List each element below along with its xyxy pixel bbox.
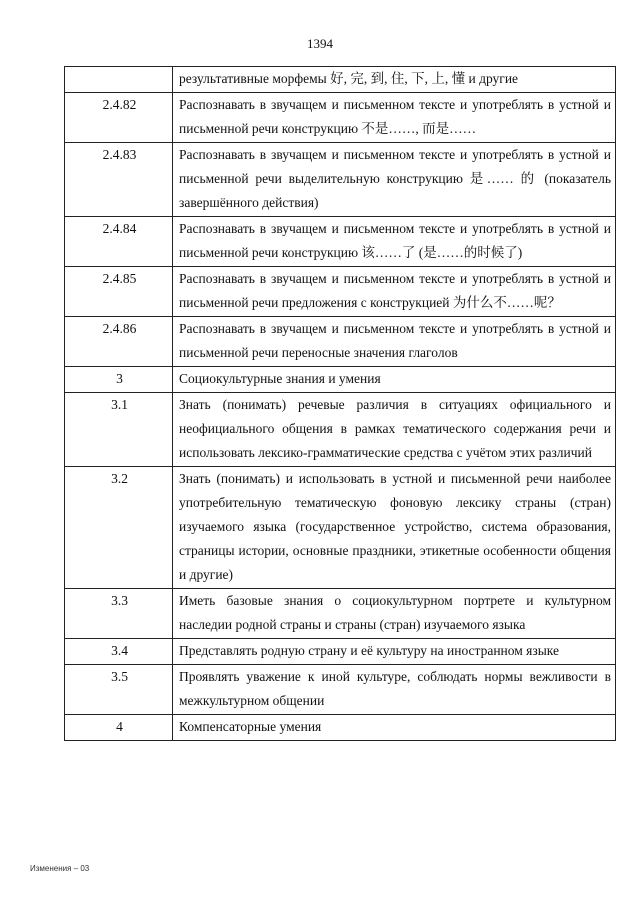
table-row: [65, 589, 616, 639]
table-row: [65, 367, 616, 393]
table-row: [65, 639, 616, 665]
row-number: [65, 67, 173, 93]
row-text: результативные морфемы 好, 完, 到, 住, 下, 上, 懂 и другие: [173, 67, 616, 93]
table-row: [65, 715, 616, 741]
row-number: 3.4: [65, 639, 173, 665]
table-row: [65, 393, 616, 467]
row-text: Компенсаторные умения: [173, 715, 616, 741]
row-text: Социокультурные знания и умения: [173, 367, 616, 393]
table-row: [65, 143, 616, 217]
row-number: 3.3: [65, 589, 173, 639]
table-row: [65, 467, 616, 589]
row-text: Распознавать в звучащем и письменном тексте и употреблять в устной и письменной речи выделительную конструкцию 是…… 的 (показатель завершённого действия): [173, 143, 616, 217]
row-number: 3: [65, 367, 173, 393]
row-text: Распознавать в звучащем и письменном тексте и употреблять в устной и письменной речи переносные значения глаголов: [173, 317, 616, 367]
table-row: [65, 93, 616, 143]
row-number: 3.5: [65, 665, 173, 715]
row-text: Распознавать в звучащем и письменном тексте и употреблять в устной и письменной речи конструкцию 不是……, 而是……: [173, 93, 616, 143]
row-text: Знать (понимать) речевые различия в ситуациях официального и неофициального общения в рамках тематического содержания речи и использовать лексико-грамматические средства с учётом этих различий: [173, 393, 616, 467]
table-row: [65, 317, 616, 367]
row-text: Представлять родную страну и её культуру на иностранном языке: [173, 639, 616, 665]
content-table: [64, 66, 616, 741]
table-row: [65, 267, 616, 317]
page-number: 1394: [307, 36, 333, 51]
row-number: 2.4.82: [65, 93, 173, 143]
row-number: 4: [65, 715, 173, 741]
table-row: [65, 67, 616, 93]
row-number: 3.2: [65, 467, 173, 589]
row-number: 3.1: [65, 393, 173, 467]
row-text: Знать (понимать) и использовать в устной и письменной речи наиболее употребительную тематическую фоновую лексику страны (стран) изучаемого языка (государственное устройство, система образования, страницы истории, основные праздники, этикетные особенности общения и другие): [173, 467, 616, 589]
row-text: Проявлять уважение к иной культуре, соблюдать нормы вежливости в межкультурном общении: [173, 665, 616, 715]
row-number: 2.4.86: [65, 317, 173, 367]
row-text: Распознавать в звучащем и письменном тексте и употреблять в устной и письменной речи конструкцию 该……了 (是……的时候了): [173, 217, 616, 267]
row-text: Иметь базовые знания о социокультурном портрете и культурном наследии родной страны и страны (стран) изучаемого языка: [173, 589, 616, 639]
row-number: 2.4.83: [65, 143, 173, 217]
row-text: Распознавать в звучащем и письменном тексте и употреблять в устной и письменной речи предложения с конструкцией 为什么不……呢？: [173, 267, 616, 317]
table-row: [65, 665, 616, 715]
footer-note: Изменения – 03: [30, 864, 90, 873]
table-row: [65, 217, 616, 267]
row-number: 2.4.84: [65, 217, 173, 267]
row-number: 2.4.85: [65, 267, 173, 317]
